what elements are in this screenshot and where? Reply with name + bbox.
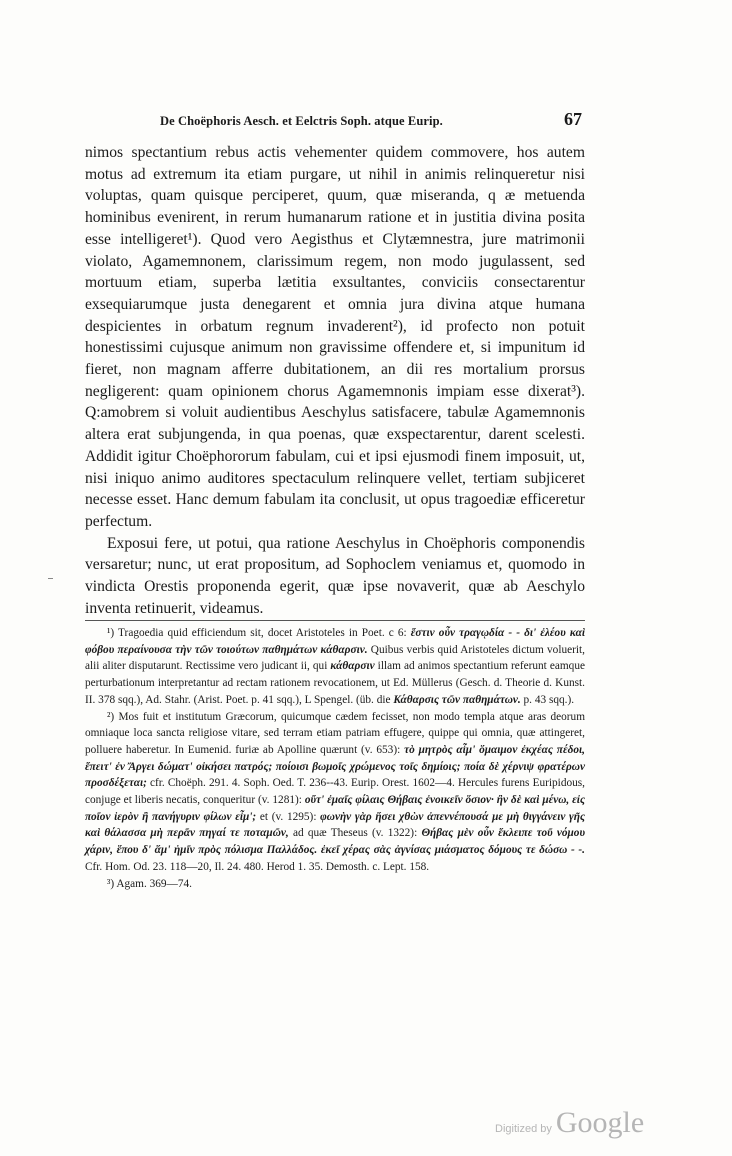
footnote-text: p. 43 sqq.). bbox=[520, 693, 575, 706]
footnote-text: ³) Agam. 369—74. bbox=[107, 877, 192, 890]
watermark-prefix: Digitized by bbox=[495, 1123, 552, 1135]
main-text bbox=[85, 142, 585, 619]
greek-quote: Κάθαρσις τῶν παθημάτων. bbox=[393, 693, 521, 706]
footnote-text: Quibus verbis quid Aristoteles dictum voluerit, alii aliter disputarunt. Rectissime vero judicant ii, qui bbox=[85, 643, 585, 673]
footnote-3 bbox=[85, 876, 585, 893]
footnote-text: cfr. Choëph. 291. 4. Soph. Oed. T. 236--43. Eurip. Orest. 1602—4. Hercules furens Euripidous, conjuge et liberis necatis, conqueritur (v. 1281): bbox=[85, 777, 585, 807]
footnotes bbox=[85, 625, 585, 892]
footnote-text: ad quæ Theseus (v. 1322): bbox=[288, 827, 422, 840]
footnote-text: ¹) Tragoedia quid efficiendum sit, docet Aristoteles in Poet. c 6: bbox=[107, 627, 411, 639]
footnote-text: illam ad animos spectantium referunt eamque perturbationum interpretantur ad rectam rationem revocationem, ut Ed. Müllerus (Gesch. d. Theorie d. Kunst. II. 378 sqq.), Ad. Stahr. (Arist. Poet. p. 41 sqq.), L Spengel. (üb. die bbox=[85, 660, 585, 706]
greek-quote: φωνὴν γὰρ ἥσει χθὼν ἀπεννέπουσά με μὴ θιγγάνειν γῆς καὶ θάλασσα μὴ περᾶν πηγαί τε ποταμῶν, bbox=[85, 810, 585, 840]
google-logo: Google bbox=[555, 1106, 645, 1139]
greek-quote: κάθαρσιν bbox=[330, 660, 375, 673]
greek-quote: τὸ μητρὸς αἷμ' ὅμαιμον ἐκχέας πέδοι, ἔπειτ' ἐν Ἄργει δώματ' οἰκήσει πατρός; ποίοισι βωμοῖς χρώμενος τοῖς δημίοις; ποία δὲ χέρνιψ φρατέρων προσδέξεται; bbox=[85, 743, 585, 790]
footnote-2 bbox=[85, 709, 585, 876]
greek-quote: ἔστιν οὖν τραγῳδία - - δι' ἐλέου καὶ φόβου περαίνουσα τὴν τῶν τοιούτων παθημάτων κάθαρσιν. bbox=[85, 627, 585, 656]
margin-mark bbox=[48, 578, 53, 579]
greek-quote: οὔτ' ἐμαῖς φίλαις Θήβαις ἐνοικεῖν ὅσιον· ἢν δὲ καὶ μένω, εἰς ποῖον ἱερὸν ἢ πανήγυριν φίλων εἶμ'; bbox=[85, 794, 585, 823]
page-number: 67 bbox=[564, 109, 582, 129]
greek-quote: Θήβας μὲν οὖν ἔκλειπε τοῦ νόμου χάριν, ἕπου δ' ἅμ' ἡμῖν πρὸς πόλισμα Παλλάδος. ἐκεῖ χέρας σὰς ἁγνίσας μιάσματος δόμους τε δώσω - -. bbox=[85, 827, 585, 857]
paragraph: nimos spectantium rebus actis vehementer quidem commovere, hos autem motus ad extremum ita etiam purgare, ut nihil in animis relinqueretur nisi voluptas, quam quisque perciperet, quum, quæ miseranda, q æ metuenda hominibus evenirent, in rerum humanarum ratione et in justitia divina posita esse intelligeret¹). Quod vero Aegisthus et Clytæmnestra, jure matrimonii violato, Agamemnonem, clarissimum regem, non modo jugulassent, sed mortuum etiam, superba lætitia exsultantes, conviciis consectarentur exsequiarumque justa denegarent et omnia jura divina atque humana despicientes in orbatum regnum invaderent²), id profecto non potuit honestissimi cujusque animum non gravissime offendere et, si impunitum id fieret, non magnam afferre dubitationem, an dii res mortalium prorsus negligerent: quam opinionem chorus Agamemnonis impiam esse dixerat³). Q:amobrem si voluit audientibus Aeschylus satisfacere, tabulæ Agamemnonis altera erat subjungenda, in qua poenas, quæ exspectarentur, darent scelesti. Addidit igitur Choëphororum fabulam, cui et ipsi ejusmodi finem imposuit, ut, nisi iniquo animo auditores spectaculum relinquere vellet, tertiam subjiceret necesse esset. Hanc demum fabulam ita conclusit, ut opus tragoediæ efficeretur perfectum. bbox=[85, 144, 585, 530]
footnote-text: ²) Mos fuit et institutum Græcorum, quicumque cædem fecisset, non modo templa atque aras deorum omniaque loca sancta religiose vitare, sed terram etiam patriam effugere, quippe qui omnia, quæ attingeret, polluere haberetur. In Eumenid. furiæ ab Apolline quærunt (v. 653): bbox=[85, 710, 585, 756]
footnote-text: Cfr. Hom. Od. 23. 118—20, Il. 24. 480. Herod 1. 35. Demosth. c. Lept. 158. bbox=[85, 860, 430, 873]
footnote-divider bbox=[85, 620, 585, 621]
digitized-watermark bbox=[495, 1106, 644, 1140]
running-header bbox=[160, 109, 582, 130]
footnote-1 bbox=[85, 625, 585, 709]
paragraph: Exposui fere, ut potui, qua ratione Aeschylus in Choëphoris componendis versaretur; nunc, ut erat propositum, ad Sophoclem veniamus et, quomodo in vindicta Orestis proponenda egerit, quæ ipse novaverit, quæ ab Aeschylo inventa retinuerit, videamus. bbox=[85, 534, 585, 617]
running-title: De Choëphoris Aesch. et Eelctris Soph. atque Eurip. bbox=[160, 114, 443, 128]
footnote-text: et (v. 1295): bbox=[256, 810, 321, 823]
